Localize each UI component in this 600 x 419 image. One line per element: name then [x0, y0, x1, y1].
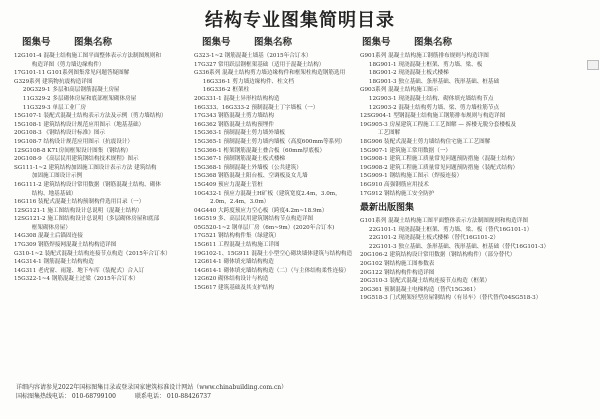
- catalog-entry: 20G331-1 混凝土异形柱结构构造: [194, 95, 280, 102]
- catalog-entry: 10G432-1 预应力混凝土H矿板（建筑宽度2.4m，3.0m，: [194, 190, 341, 197]
- catalog-entry: 22G101-1 现浇混凝土框架、剪力墙、梁、板（替代16G101-1）: [360, 226, 533, 233]
- catalog-entry: 16G111-2 建筑结构设计常用数据（钢筋混凝土结构、砌体: [14, 181, 161, 188]
- catalog-entry: 12G614-1 砌体填充墙结构构造: [194, 259, 274, 266]
- catalog-entry: 22G101-2 现浇混凝土板式楼梯（替代16G101-2）: [360, 235, 499, 242]
- catalog-entry: 17G521 钢结构构件集（绿建筑）: [194, 233, 280, 240]
- catalog-entry: 15G365-1 预制混凝土剪力墙内墙板（高度600mm等系列）: [194, 138, 346, 145]
- catalog-entry: 12SG108-8 K71房间框架设计图集（钢结构）: [14, 147, 132, 154]
- catalog-entry: 18G901-2 现浇混凝土板式楼梯: [360, 70, 449, 77]
- catalog-entry: 15G909-1 钢结构施工图示（焊接连接）: [360, 173, 463, 180]
- catalog-entry: 11G329-3 单层工业厂房: [14, 104, 86, 111]
- catalog-entry: 工艺图解: [360, 130, 401, 137]
- catalog-entry: 14G308 混凝土后锚固连接: [14, 233, 83, 240]
- catalog-entry: G323-1~2 钢筋混凝土墙基（2015年合订本）: [194, 53, 312, 59]
- catalog-entry: 19G908-1 建筑工程施工质量常见问题预防措施（混凝土结构）: [360, 156, 519, 163]
- catalog-entry: 11G329-2 多层砌体房屋和底部框架砌体房屋: [14, 95, 137, 102]
- catalog-entry: 框架砌体房屋）: [14, 224, 71, 231]
- catalog-entry: 14G614-1 砌体填充墙结构构造（二）（与主体结构柔性连接）: [194, 267, 350, 274]
- catalog-entry: 15G907-1 建筑施工常用数据（一）: [360, 147, 452, 154]
- catalog-entry: 15G108-1 建筑结构设计规范应用图示（地基基础）: [14, 121, 145, 128]
- catalog-entry: 17G912 钢结构施工安全防护: [360, 190, 435, 197]
- catalog-entry: G310-1~2 装配式混凝土结构连接节点构造（2015年合订本）: [14, 250, 171, 257]
- catalog-entry: SG111-1~2 建筑结构加固施工图设计表示方法 建筑结构: [14, 164, 157, 171]
- column-header: [360, 36, 590, 49]
- catalog-entry: G903系列 混凝土结构施工图示: [360, 87, 439, 94]
- footer-note: 详细内容请参见2022年国标图集目录或登录国家建筑标准设计网站（www.chinabuilding.com.cn）: [16, 384, 288, 391]
- catalog-entry: 12SG121-1 施工图结构设计总说明（混凝土结构）: [14, 207, 143, 214]
- catalog-entry: 16G910 高强钢筋应用技术: [360, 181, 429, 188]
- catalog-entry: 加固施工图设计示例: [14, 173, 83, 180]
- catalog-entry: 15G107-1 装配式混凝土结构表示方法及示例（剪力墙结构）: [14, 113, 167, 120]
- catalog-entry: 15G366-1 桁架钢筋混凝土叠合板（60mm厚底板）: [194, 147, 326, 154]
- catalog-column-2: [194, 36, 354, 293]
- catalog-entry: 2.0m，2.4m，3.0m）: [194, 199, 270, 206]
- catalog-entry: 14G314-1 钢筋混凝土结构构造: [14, 259, 94, 266]
- catalog-entry: 15G368 钢筋混凝土阳台板、空调板及女儿墙: [194, 173, 308, 180]
- catalog-entry: 结构、地基基础）: [14, 190, 77, 197]
- catalog-entry: 19G108-7 结构设计规范应用图示（抗震设计）: [14, 138, 133, 145]
- catalog-entry: 16G362 钢筋混凝土结构预埋件: [194, 121, 274, 128]
- catalog-entry: 17G101-11 G101系列图集常见问题答疑图解: [14, 70, 130, 77]
- catalog-entry: 12SG904-1 型钢混凝土结构施工钢筋排布规则与构造详图: [360, 113, 506, 120]
- header-number: 图集号: [22, 37, 51, 48]
- header-number: 图集号: [202, 37, 231, 48]
- catalog-entry: 15G368-1 预制混凝土外墙板（公共建筑）: [194, 164, 302, 171]
- catalog-entry: 17G327 常用跃层钢框架基础（适用于混凝土结构）: [194, 61, 325, 68]
- catalog-entry: 20G102 钢结构施工图参数表: [360, 261, 435, 268]
- catalog-entry: 16G333、16G333-2 预制混凝土丁字墙板（一）: [194, 104, 319, 111]
- catalog-entry: 20G329-1 多层和高层钢筋混凝土房屋: [14, 87, 120, 94]
- catalog-entry: 12G903-2 混凝土结构剪力墙、梁、剪力墙柱筋节点: [360, 104, 500, 111]
- catalog-entry: 15G611 工程混凝土结构施工详图: [194, 242, 280, 249]
- catalog-entry: 16G519 多、高层民用建筑钢结构节点构造详图: [194, 216, 314, 223]
- catalog-entry: 19G908-2 建筑工程施工质量常见问题预防措施（装配式结构）: [360, 164, 519, 171]
- catalog-entry: 19G905-3 房屋建筑工程施工工艺图解 — 拆楼无脱分套楼板及: [360, 121, 517, 128]
- column-header: [14, 36, 190, 49]
- catalog-entry: 04G440 大跨度预应力空心板（跨度4.2m~18.9m）: [194, 207, 328, 214]
- catalog-entry: 15G409 预应力混凝土管桩: [194, 181, 263, 188]
- catalog-entry: 15G322-1~4 钢筋混凝土过梁（2015年合订本）: [14, 276, 139, 283]
- catalog-entry: G329系列 建筑物抗震构造详图: [14, 78, 93, 85]
- header-name: 图集名称: [254, 37, 293, 48]
- catalog-entry: 12G903-1 现浇混凝土结构、砌体填充墙结构节点: [360, 95, 494, 102]
- header-name: 图集名称: [74, 37, 113, 48]
- catalog-entry: 16G116 装配式混凝土结构预制构件选用目录（一）: [14, 199, 145, 206]
- column-header: [194, 36, 354, 49]
- footer: [16, 383, 287, 401]
- catalog-entry: G101系列 混凝土结构施工图平面整体表示方法制图规则和构造详图: [360, 218, 528, 225]
- catalog-column-1: [14, 36, 190, 284]
- new-releases-heading: 最新出版图集: [360, 203, 415, 214]
- catalog-entry: 16G336-2 框架柱: [194, 87, 250, 94]
- catalog-entry: 17G343 钢筋混凝土剪力墙结构: [194, 113, 274, 120]
- catalog-entry: 05G520-1~2 钢单层厂房（6m~9m）(2020年合订本): [194, 224, 335, 231]
- catalog-entry: 19G102-1、15G911 混凝土小型空心砌块墙体建筑与结构构造: [194, 250, 353, 257]
- catalog-entry: 15G367-1 预制钢筋混凝土板式楼梯: [194, 156, 286, 163]
- corner-stamp-icon: [587, 60, 599, 70]
- catalog-entry: 18G906 装配式混凝土剪力墙结构住宅施工工艺图解: [360, 138, 491, 145]
- page-title: 结构专业图集简明目录: [205, 10, 395, 31]
- catalog-entry: 15G617 建筑基础及其支护结构: [194, 285, 274, 292]
- catalog-entry: 16G336-1 剪力墙边缘构件、柱文档: [194, 78, 294, 85]
- catalog-column-3: [360, 36, 590, 303]
- catalog-entry: 20G310-3 装配式混凝土结构连接节点构造（框架）: [360, 278, 491, 285]
- catalog-entry: 20G106-2 建筑结构设计常用数据（钢结构构件）（部分替代）: [360, 252, 516, 259]
- catalog-entry: 构造详图（剪力墙边缘构件）: [14, 61, 105, 68]
- catalog-entry: 20G361 预制混凝土电梯构造（替代15G361）: [360, 286, 480, 293]
- catalog-entry: 12G101-4 混凝土结构施工图平面整体表示方法制图规则和: [14, 53, 161, 59]
- catalog-entry: 20G108-9 《高层民用建筑钢结构技术规程》图示: [14, 156, 139, 163]
- header-name: 图集名称: [414, 37, 453, 48]
- catalog-entry: G901系列 混凝土结构施工钢筋排布规则与构造详图: [360, 53, 489, 59]
- footer-contact: 国标图集热线电话： 010-68799100 联系电话： 010-88426737: [16, 393, 211, 400]
- catalog-entry: 12G620 砌体结构设计与构造: [194, 276, 269, 283]
- catalog-entry: 14G311 老虎窗、雨篷、地下车库（装配式）合入订: [14, 267, 145, 274]
- catalog-entry: 18G901-1 现浇混凝土框架、剪力墙、梁、板: [360, 61, 483, 68]
- catalog-entry: 15G363-1 预制混凝土剪力墙外墙板: [194, 130, 286, 137]
- catalog-entry: G336系列 混凝土结构剪力墙边缘构件和框架柱构造钢筋选用: [194, 70, 346, 77]
- header-number: 图集号: [362, 37, 391, 48]
- catalog-entry: 18G901-3 独立基础、条形基础、筏形基础、桩基础: [360, 78, 500, 85]
- catalog-entry: 20G122 钢结构构件构造详图: [360, 269, 435, 276]
- catalog-entry: 22G101-3 独立基础、条形基础、筏形基础、桩基础（替代16G101-3）: [360, 243, 550, 250]
- catalog-entry: 17G309 钢筋焊接网混凝土结构构造详图: [14, 242, 117, 249]
- catalog-entry: 12SG121-2 施工图结构设计总说明（多层砌体房屋和底部: [14, 216, 160, 223]
- catalog-entry: 20G108-3 《钢结构设计标准》图示: [14, 130, 106, 137]
- catalog-entry: 19G518-3 门式刚架轻型房屋钢结构（有吊车）（替代替代04SG518-3）: [360, 295, 542, 302]
